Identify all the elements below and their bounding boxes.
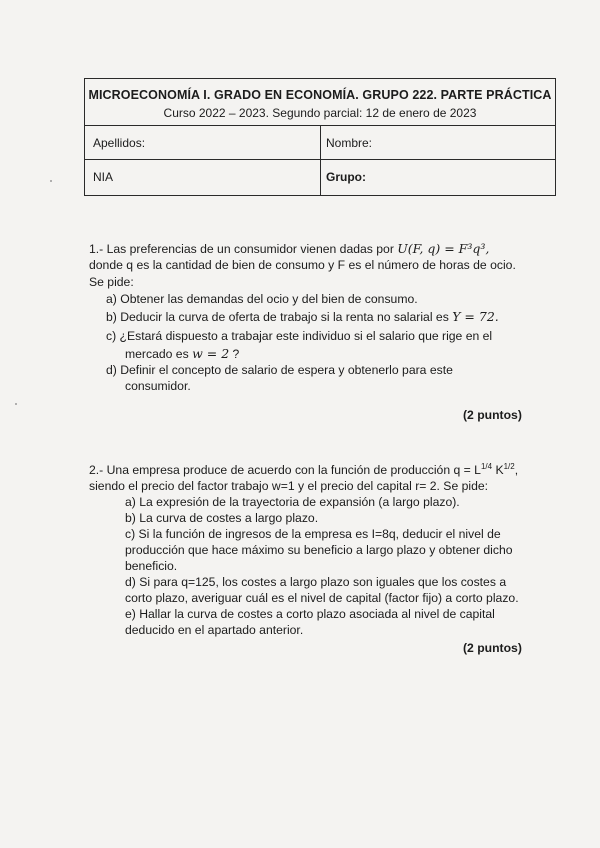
q1-line-2: donde q es la cantidad de bien de consumo y F es el número de horas de ocio. xyxy=(89,258,516,272)
q2-item-c-line-3: beneficio. xyxy=(125,559,178,573)
q1-line-1 xyxy=(89,240,489,258)
nia-field: NIA xyxy=(85,160,321,195)
q2-line-1 xyxy=(89,462,518,479)
q1-utility-function: U(F, q) = F³q³, xyxy=(397,241,490,256)
q2-exponent-labor: 1/4 xyxy=(480,462,493,471)
q2-capital-symbol: K xyxy=(492,463,504,477)
q1-points: (2 puntos) xyxy=(463,408,522,422)
q1-line-3: Se pide: xyxy=(89,275,134,289)
scan-speck xyxy=(50,180,52,182)
q1-item-c-line-1: c) ¿Estará dispuesto a trabajar este individuo si el salario que rige en el xyxy=(106,329,493,343)
scan-speck xyxy=(15,403,17,405)
exam-title: MICROECONOMÍA I. GRADO EN ECONOMÍA. GRUPO 222. PARTE PRÁCTICA xyxy=(88,88,552,102)
q1-item-c-math: w = 2 xyxy=(192,346,230,361)
q1-item-b-text: b) Deducir la curva de oferta de trabajo si la renta no salarial es xyxy=(106,310,449,324)
q2-item-d-line-2: corto plazo, averiguar cuál es el nivel de capital (factor fijo) a corto plazo. xyxy=(125,591,519,605)
q1-item-b xyxy=(106,308,499,326)
q1-item-c-end: ? xyxy=(232,347,240,361)
exam-header xyxy=(84,78,556,126)
q1-item-a: a) Obtener las demandas del ocio y del bien de consumo. xyxy=(106,292,418,306)
apellidos-field: Apellidos: xyxy=(85,126,321,160)
q2-item-c-line-2: producción que hace máximo su beneficio a largo plazo y obtener dicho xyxy=(125,543,513,557)
q2-item-a: a) La expresión de la trayectoria de expansión (a largo plazo). xyxy=(125,495,460,509)
q2-item-b: b) La curva de costes a largo plazo. xyxy=(125,511,319,525)
nombre-field: Nombre: xyxy=(321,126,556,160)
q1-item-c-text: mercado es xyxy=(125,347,189,361)
q1-item-d-line-2: consumidor. xyxy=(125,379,191,393)
exam-subtitle: Curso 2022 – 2023. Segundo parcial: 12 de enero de 2023 xyxy=(163,106,477,120)
q2-item-e-line-2: deducido en el apartado anterior. xyxy=(125,623,304,637)
q2-item-d-line-1: d) Si para q=125, los costes a largo plazo son iguales que los costes a xyxy=(125,575,507,589)
q2-line-2: siendo el precio del factor trabajo w=1 y el precio del capital r= 2. Se pide: xyxy=(89,479,489,493)
q2-item-e-line-1: e) Hallar la curva de costes a corto plazo asociada al nivel de capital xyxy=(125,607,495,621)
grupo-field: Grupo: xyxy=(326,170,366,184)
q1-intro: 1.- Las preferencias de un consumidor vienen dadas por xyxy=(89,242,394,256)
q1-item-b-math: Y = 72. xyxy=(452,309,499,324)
q2-comma: , xyxy=(514,463,519,477)
q1-item-c-line-2 xyxy=(125,345,239,363)
student-info-grid xyxy=(84,126,556,196)
q2-exponent-capital: 1/2 xyxy=(503,462,515,471)
q2-intro: 2.- Una empresa produce de acuerdo con la función de producción q = L xyxy=(89,463,481,477)
q2-points: (2 puntos) xyxy=(463,641,522,655)
q1-item-d-line-1: d) Definir el concepto de salario de espera y obtenerlo para este xyxy=(106,363,453,377)
q2-item-c-line-1: c) Si la función de ingresos de la empresa es I=8q, deducir el nivel de xyxy=(125,527,501,541)
